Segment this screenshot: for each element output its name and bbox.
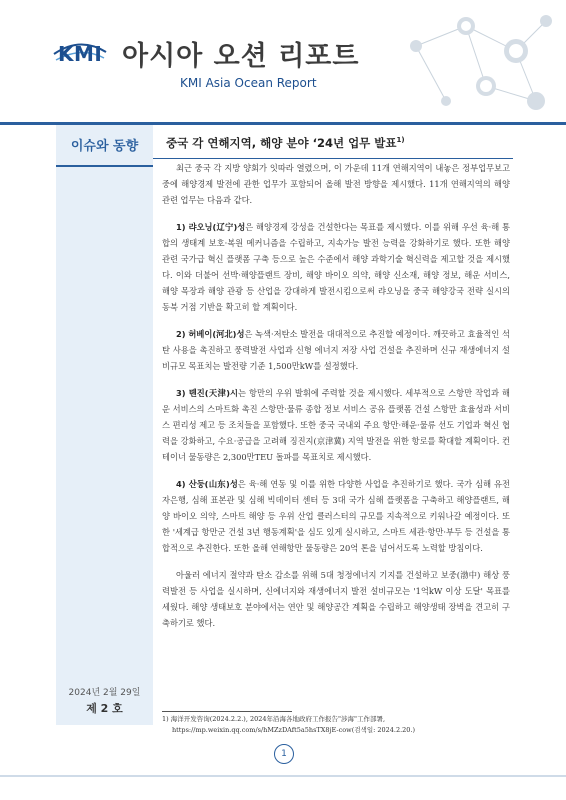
section-label: 이슈와 동향: [70, 139, 139, 154]
section-divider: [56, 165, 153, 167]
article-title: [166, 135, 405, 151]
article-body: [162, 160, 510, 642]
title-divider: [153, 158, 513, 159]
paragraph-shandong: [162, 476, 510, 556]
intro-paragraph: 최근 중국 각 지방 양회가 잇따라 열렸으며, 이 가운데 11개 연해지역이 내놓은 정부업무보고 중에 해양경제 발전에 관한 업무가 포함되어 올해 발전 방향을 제시했다. 11개 연해지역의 해양 관련 업무는 다음과 같다.: [162, 163, 510, 205]
paragraph-liaoning: [162, 219, 510, 315]
page-number: 1: [274, 744, 294, 764]
issue-date: 2024년 2월 29일: [68, 688, 141, 698]
kmi-logo-text: KMI: [58, 42, 103, 66]
ocean-network-decoration-icon: [396, 6, 562, 118]
region-lead: 1) 랴오닝(辽宁)성: [176, 222, 246, 232]
footnote-url[interactable]: https://mp.weixin.qq.com/s/hMZzDAft5a5hsTX8jE-cow(검색일: 2024.2.20.): [172, 726, 416, 734]
paragraph-hebei: [162, 326, 510, 374]
paragraph-tianjin: [162, 385, 510, 465]
region-lead: 2) 허베이(河北)성: [176, 329, 245, 339]
report-subtitle: KMI Asia Ocean Report: [180, 76, 317, 90]
article-title-text: 중국 각 연해지역, 해양 분야 ‘24년 업무 발표: [166, 136, 397, 150]
footer-rule: [0, 775, 566, 777]
footnote-divider: [162, 711, 292, 712]
issue-number: 제 2 호: [86, 702, 123, 715]
closing-paragraph: 아울러 에너지 절약과 탄소 감소를 위해 5대 청정에너지 기지를 건설하고 보중(渤中) 해상 풍력발전 등 사업을 실시하며, 신에너지와 재생에너지 발전 설비규모는 '1억kW 이상 도달' 목표를 세웠다. 해양 생태보호 분야에서는 연안 및 해양공간 계획을 수립하고 해양생태 장벽을 견고히 구축하기로 했다.: [162, 570, 510, 628]
paragraph-text: 은 녹색·저탄소 발전을 대대적으로 추진할 예정이다. 깨끗하고 효율적인 석탄 사용을 촉진하고 풍력발전 사업과 신형 에너지 저장 사업 건설을 추진하며 신규 재생에너지 설비규모 목표치는 발전량 기준 1,500만kW를 설정했다.: [162, 329, 510, 371]
region-lead: 4) 산둥(山东)성: [176, 479, 238, 489]
sidebar: [56, 125, 153, 725]
region-lead: 3) 톈진(天津)시: [176, 388, 238, 398]
paragraph-text: 은 육·해 연동 및 이를 위한 다양한 사업을 추진하기로 했다. 국가 심해 유전자은행, 심해 표본관 및 심해 빅데이터 센터 등 3대 국가 심해 플랫폼을 구축하고 해양플랜트, 해양 바이오 의약, 스마트 해양 등 우위 산업 클러스터의 규모를 지속적으로 키워나갈 예정이다. 또한 '세계급 항만군 건설 3년 행동계획'을 심도 있게 실시하고, 스마트 세관·항만·부두 등 건설을 통합적으로 추진한다. 또한 올해 연해항만 물동량은 20억 톤을 넘어서도록 노력할 방침이다.: [162, 479, 510, 553]
paragraph-text: 는 항만의 우위 발휘에 주력할 것을 제시했다. 세부적으로 스항만 작업과 해운 서비스의 스마트화 촉진 스항만·물류 종합 정보 서비스 공유 플랫폼 건설 스항만 효율성과 서비스 편리성 제고 등 조치들을 포함했다. 또한 중국 국내외 주요 항만·해운·물류 선도 기업과 혁신 협력을 강화하고, 수요·공급을 고려해 징진지(京津冀) 지역 발전을 위한 항로를 확대할 계획이다. 컨테이너 물동량은 2,300만TEU 돌파를 목표치로 제시했다.: [162, 388, 510, 462]
report-header: [0, 0, 566, 120]
title-footnote-marker: 1): [396, 136, 405, 145]
footnote: [162, 714, 510, 736]
footnote-text: 1) 海洋开发咨询(2024.2.2.), 2024年沿海各地政府工作报告"涉海"工作部署,: [162, 715, 386, 723]
report-title: 아시아 오션 리포트: [122, 41, 360, 72]
paragraph-text: 은 해양경제 강성을 건설한다는 목표를 제시했다. 이를 위해 우선 육·해 통합의 생태계 보호·복원 메커니즘을 수립하고, 지속가능 발전 능력을 강화하기로 했다. 또한 해양 관련 국가급 혁신 플랫폼 구축 등으로 높은 수준에서 해양 과학기술 혁신력을 제고할 것을 제시했다. 이와 더불어 선박·해양플랜트 장비, 해양 바이오 의약, 해양 신소재, 해양 정보, 해운 서비스, 해양 목장과 해양 관광 등 산업을 강대하게 발전시킴으로써 랴오닝을 중국 해양강국 전략 실시의 동북 거점 기반을 확고히 할 계획이다.: [162, 222, 510, 312]
